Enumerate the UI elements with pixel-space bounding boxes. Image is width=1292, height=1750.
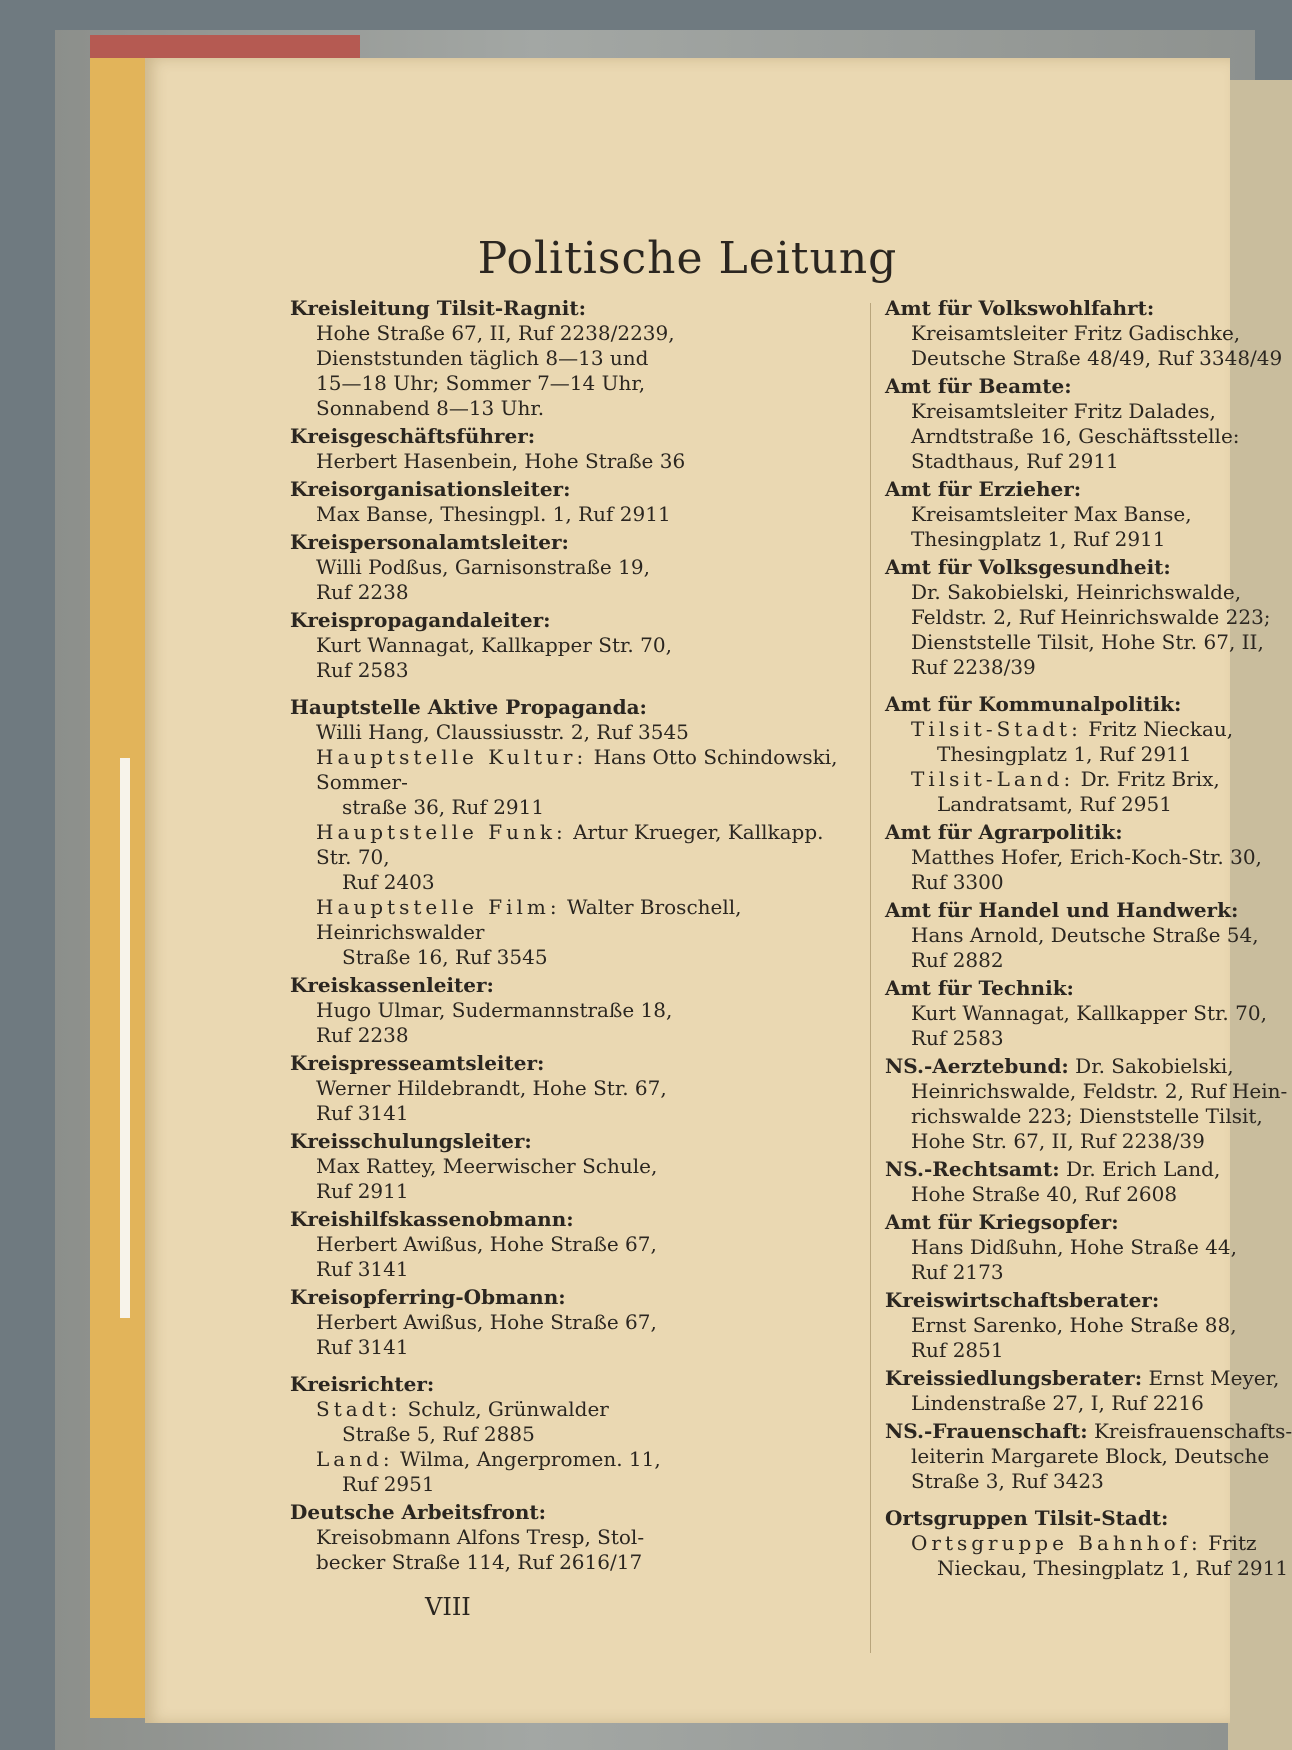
entry-heading-line <box>885 1054 1292 1079</box>
directory-entry <box>885 1506 1292 1581</box>
entry-line: Willi Podßus, Garnisonstraße 19, <box>316 555 650 579</box>
entry-heading: Amt für Handel und Handwerk: <box>885 898 1239 922</box>
entry-line: Straße 3, Ruf 3423 <box>911 1469 1104 1493</box>
entry-heading-line <box>885 296 1292 321</box>
sub-entry-label: Tilsit-Land: <box>911 767 1075 791</box>
entry-heading-line <box>290 973 850 998</box>
directory-entry <box>290 1285 850 1360</box>
entry-line: richswalde 223; Dienststelle Tilsit, <box>911 1104 1263 1128</box>
directory-entry <box>885 555 1292 680</box>
sub-entry-line: Straße 16, Ruf 3545 <box>342 945 548 969</box>
entry-line: 15—18 Uhr; Sommer 7—14 Uhr, <box>316 371 646 395</box>
entry-heading: Kreissiedlungsberater: <box>885 1366 1143 1390</box>
entry-heading: Amt für Volksgesundheit: <box>885 555 1171 579</box>
sub-entry-line: Artur Krueger, Kallkapp. Str. 70, <box>316 820 824 869</box>
entry-heading: Kreiswirtschaftsberater: <box>885 1288 1160 1312</box>
entry-heading: Ortsgruppen Tilsit-Stadt: <box>885 1506 1169 1530</box>
entry-line: Ruf 2238 <box>316 1023 409 1047</box>
entry-line: Werner Hildebrandt, Hohe Str. 67, <box>316 1076 667 1100</box>
entry-line: Hans Didßuhn, Hohe Straße 44, <box>911 1235 1237 1259</box>
entry-line: Ruf 3141 <box>316 1335 409 1359</box>
left-page-edge <box>90 58 150 1718</box>
entry-line: Kreisamtsleiter Fritz Gadischke, <box>911 321 1241 345</box>
sub-entry-line: Ruf 2403 <box>342 870 435 894</box>
sub-entry-label: Ortsgruppe Bahnhof: <box>911 1531 1202 1555</box>
directory-entry <box>290 1500 850 1575</box>
sub-entry-label: Hauptstelle Funk: <box>316 820 567 844</box>
entry-line: Max Banse, Thesingpl. 1, Ruf 2911 <box>316 502 671 526</box>
sub-entry-line: Fritz <box>1208 1531 1257 1555</box>
directory-entry <box>885 1054 1292 1154</box>
paper-strip <box>120 758 130 1318</box>
entry-line: Dr. Sakobielski, Heinrichswalde, <box>911 580 1242 604</box>
sub-entry-line: Landratsamt, Ruf 2951 <box>937 792 1172 816</box>
directory-entry <box>290 608 850 683</box>
entry-line: Stadthaus, Ruf 2911 <box>911 449 1119 473</box>
entry-heading-line <box>290 1207 850 1232</box>
entry-heading: Kreishilfskassenobmann: <box>290 1207 574 1231</box>
entry-heading: Amt für Beamte: <box>885 374 1072 398</box>
entry-heading-line <box>885 898 1292 923</box>
entry-line: Hugo Ulmar, Sudermannstraße 18, <box>316 998 673 1022</box>
sub-entry-line: Thesingplatz 1, Ruf 2911 <box>937 742 1192 766</box>
directory-entry <box>290 296 850 421</box>
entry-line: Lindenstraße 27, I, Ruf 2216 <box>911 1391 1204 1415</box>
entry-heading: NS.-Aerztebund: <box>885 1054 1069 1078</box>
entry-line: Hans Arnold, Deutsche Straße 54, <box>911 923 1259 947</box>
entry-heading-line <box>290 1051 850 1076</box>
sub-entry-label: Hauptstelle Kultur: <box>316 745 588 769</box>
entry-heading: Kreisopferring-Obmann: <box>290 1285 566 1309</box>
entry-line: Sonnabend 8—13 Uhr. <box>316 396 545 420</box>
entry-heading: Kreispresseamtsleiter: <box>290 1051 545 1075</box>
sub-entry-line: Wilma, Angerpromen. 11, <box>400 1447 661 1471</box>
entry-heading-line <box>885 1506 1292 1531</box>
entry-heading: Deutsche Arbeitsfront: <box>290 1500 547 1524</box>
directory-entry <box>290 1051 850 1126</box>
sub-entry-line: Hans Otto Schindowski, Sommer- <box>316 745 838 794</box>
entry-heading: Amt für Kommunalpolitik: <box>885 692 1182 716</box>
directory-entry <box>885 1419 1292 1494</box>
entry-heading-line <box>290 296 850 321</box>
directory-entry <box>885 692 1292 817</box>
sub-entry-line: Dr. Fritz Brix, <box>1080 767 1220 791</box>
entry-line: Ruf 2238 <box>316 580 409 604</box>
entry-heading-line <box>885 1419 1292 1444</box>
sub-entry <box>885 767 1292 792</box>
sub-entry <box>290 820 850 870</box>
entry-heading: Kreiskassenleiter: <box>290 973 494 997</box>
directory-entry <box>885 1157 1292 1207</box>
entry-line: Ruf 2882 <box>911 948 1004 972</box>
entry-line: Ruf 2911 <box>316 1179 409 1203</box>
entry-heading-line <box>290 1285 850 1310</box>
entry-heading: NS.-Rechtsamt: <box>885 1157 1060 1181</box>
directory-entry <box>885 1288 1292 1363</box>
entry-heading-line <box>290 1129 850 1154</box>
entry-line: Deutsche Straße 48/49, Ruf 3348/49 <box>911 346 1283 370</box>
entry-line: Herbert Awißus, Hohe Straße 67, <box>316 1232 657 1256</box>
entry-line: leiterin Margarete Block, Deutsche <box>911 1444 1270 1468</box>
entry-line: Ruf 2238/39 <box>911 655 1036 679</box>
entry-heading: NS.-Frauenschaft: <box>885 1419 1088 1443</box>
entry-line: Ruf 2173 <box>911 1260 1004 1284</box>
entry-line: Ruf 3141 <box>316 1257 409 1281</box>
sub-entry <box>290 745 850 795</box>
sub-entry-line: Ruf 2951 <box>342 1472 435 1496</box>
sub-entry-label: Tilsit-Stadt: <box>911 717 1082 741</box>
entry-line: Herbert Awißus, Hohe Straße 67, <box>316 1310 657 1334</box>
directory-entry <box>290 530 850 605</box>
entry-line: Ruf 2851 <box>911 1338 1004 1362</box>
directory-entry <box>290 1207 850 1282</box>
entry-heading-line <box>290 608 850 633</box>
entry-heading: Amt für Erzieher: <box>885 477 1082 501</box>
entry-line: Feldstr. 2, Ruf Heinrichswalde 223; <box>911 605 1271 629</box>
entry-heading-line <box>290 530 850 555</box>
entry-line: Hohe Straße 40, Ruf 2608 <box>911 1182 1178 1206</box>
entry-heading-line <box>290 1372 850 1397</box>
entry-line: Ernst Sarenko, Hohe Straße 88, <box>911 1313 1237 1337</box>
directory-entry <box>885 374 1292 474</box>
entry-heading: Amt für Kriegsopfer: <box>885 1210 1119 1234</box>
entry-inline-text: Ernst Meyer, <box>1148 1366 1280 1390</box>
sub-entry <box>290 1397 850 1422</box>
directory-entry <box>885 477 1292 552</box>
entry-inline-text: Dr. Erich Land, <box>1065 1157 1221 1181</box>
entry-line: Hohe Straße 67, II, Ruf 2238/2239, <box>316 321 675 345</box>
entry-line: Matthes Hofer, Erich-Koch-Str. 30, <box>911 845 1262 869</box>
entry-line: Ruf 3141 <box>316 1101 409 1125</box>
entry-line: Max Rattey, Meerwischer Schule, <box>316 1154 658 1178</box>
directory-entry <box>885 296 1292 371</box>
entry-line: Ruf 2583 <box>911 1026 1004 1050</box>
entry-line: Dienststelle Tilsit, Hohe Str. 67, II, <box>911 630 1264 654</box>
directory-entry <box>290 973 850 1048</box>
sub-entry-label: Land: <box>316 1447 394 1471</box>
directory-entry <box>885 820 1292 895</box>
directory-entry <box>885 976 1292 1051</box>
directory-entry <box>885 1366 1292 1416</box>
entry-heading-line <box>290 424 850 449</box>
entry-heading-line <box>885 477 1292 502</box>
entry-line: becker Straße 114, Ruf 2616/17 <box>316 1550 643 1574</box>
directory-entry <box>885 1210 1292 1285</box>
entry-heading: Kreisschulungsleiter: <box>290 1129 532 1153</box>
sub-entry-line: Schulz, Grünwalder <box>407 1397 609 1421</box>
entry-line: Willi Hang, Claussiusstr. 2, Ruf 3545 <box>316 720 689 744</box>
entry-inline-text: Dr. Sakobielski, <box>1075 1054 1234 1078</box>
sub-entry-line: Fritz Nieckau, <box>1088 717 1234 741</box>
sub-entry-label: Stadt: <box>316 1397 402 1421</box>
entry-heading-line <box>885 1366 1292 1391</box>
directory-entry <box>290 1372 850 1497</box>
directory-entry <box>290 1129 850 1204</box>
entry-heading-line <box>290 477 850 502</box>
entry-heading: Kreisrichter: <box>290 1372 435 1396</box>
left-column <box>290 296 850 1578</box>
entry-line: Hohe Str. 67, II, Ruf 2238/39 <box>911 1129 1205 1153</box>
entry-heading-line <box>885 374 1292 399</box>
entry-heading: Kreisgeschäftsführer: <box>290 424 536 448</box>
sub-entry-line: straße 36, Ruf 2911 <box>342 795 545 819</box>
book-page <box>145 58 1292 1723</box>
entry-line: Heinrichswalde, Feldstr. 2, Ruf Hein- <box>911 1079 1288 1103</box>
entry-line: Arndtstraße 16, Geschäftsstelle: <box>911 424 1240 448</box>
right-column <box>885 296 1292 1584</box>
entry-line: Herbert Hasenbein, Hohe Straße 36 <box>316 449 686 473</box>
entry-heading-line <box>885 1210 1292 1235</box>
entry-heading-line <box>290 695 850 720</box>
entry-heading: Amt für Volkswohlfahrt: <box>885 296 1155 320</box>
sub-entry <box>290 895 850 945</box>
entry-heading: Kreispropagandaleiter: <box>290 608 551 632</box>
sub-entry-line: Walter Broschell, Heinrichswalder <box>316 895 742 944</box>
directory-entry <box>290 424 850 474</box>
entry-line: Ruf 2583 <box>316 658 409 682</box>
entry-heading: Kreisleitung Tilsit-Ragnit: <box>290 296 586 320</box>
entry-line: Kurt Wannagat, Kallkapper Str. 70, <box>911 1001 1267 1025</box>
entry-line: Thesingplatz 1, Ruf 2911 <box>911 527 1166 551</box>
entry-heading: Hauptstelle Aktive Propaganda: <box>290 695 647 719</box>
entry-line: Dienststunden täglich 8—13 und <box>316 346 649 370</box>
entry-line: Kreisobmann Alfons Tresp, Stol- <box>316 1525 645 1549</box>
sub-entry-line: Straße 5, Ruf 2885 <box>342 1422 535 1446</box>
sub-entry <box>290 1447 850 1472</box>
page-number: VIII <box>425 1593 471 1621</box>
sub-entry <box>885 1531 1292 1556</box>
entry-heading-line <box>885 555 1292 580</box>
directory-entry <box>885 898 1292 973</box>
entry-heading: Amt für Technik: <box>885 976 1074 1000</box>
entry-heading-line <box>885 1157 1292 1182</box>
sub-entry <box>885 717 1292 742</box>
column-divider <box>870 303 871 1653</box>
directory-entry <box>290 477 850 527</box>
entry-line: Kreisamtsleiter Max Banse, <box>911 502 1192 526</box>
entry-heading-line <box>885 1288 1292 1313</box>
entry-heading-line <box>885 692 1292 717</box>
entry-line: Ruf 3300 <box>911 870 1004 894</box>
sub-entry-label: Hauptstelle Film: <box>316 895 561 919</box>
entry-heading: Amt für Agrarpolitik: <box>885 820 1123 844</box>
entry-heading: Kreisorganisationsleiter: <box>290 477 571 501</box>
entry-line: Kurt Wannagat, Kallkapper Str. 70, <box>316 633 672 657</box>
entry-heading: Kreispersonalamtsleiter: <box>290 530 569 554</box>
entry-heading-line <box>885 820 1292 845</box>
entry-heading-line <box>885 976 1292 1001</box>
entry-line: Kreisamtsleiter Fritz Dalades, <box>911 399 1216 423</box>
sub-entry-line: Nieckau, Thesingplatz 1, Ruf 2911 <box>937 1556 1289 1580</box>
page-title: Politische Leitung <box>477 233 898 284</box>
directory-entry <box>290 695 850 970</box>
entry-inline-text: Kreisfrauenschafts- <box>1093 1419 1292 1443</box>
entry-heading-line <box>290 1500 850 1525</box>
